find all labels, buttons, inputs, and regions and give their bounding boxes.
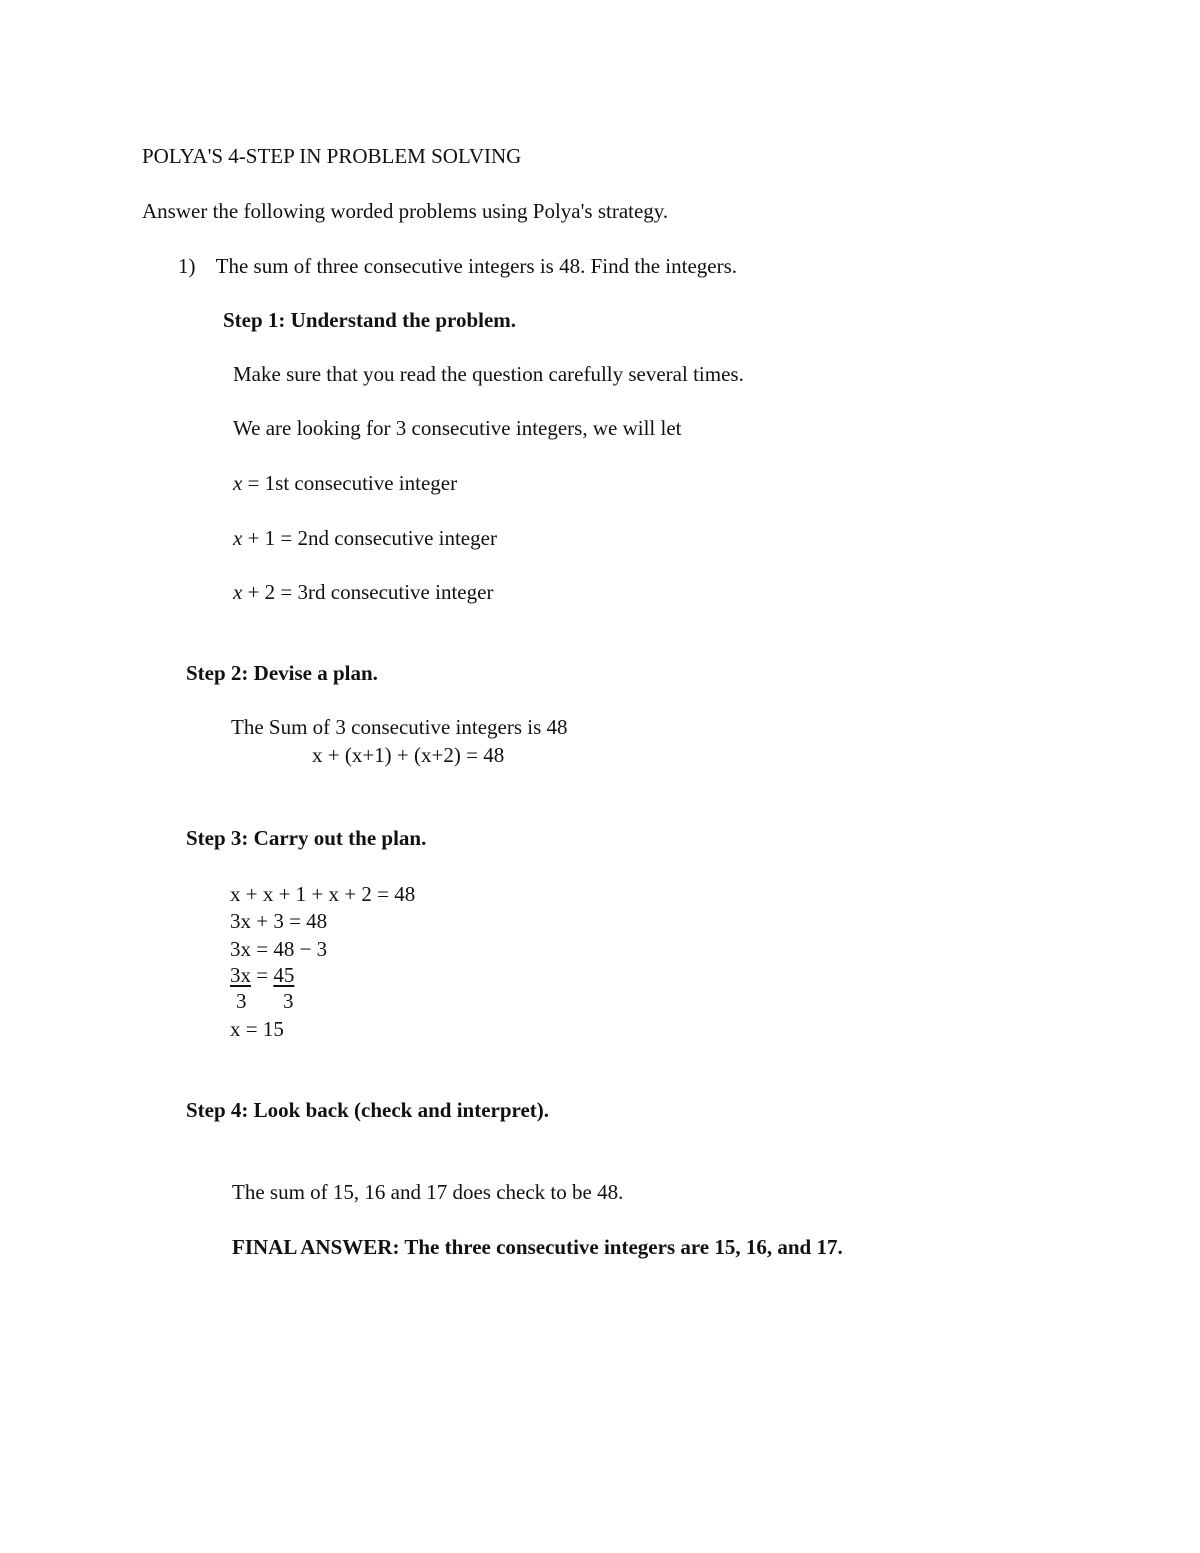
- fraction-left-numerator: 3x: [230, 963, 251, 987]
- fraction-equals: =: [251, 963, 274, 987]
- step3-equation-2: 3x + 3 = 48: [230, 909, 328, 933]
- step4-heading: Step 4: Look back (check and interpret).: [186, 1098, 550, 1122]
- final-answer: [232, 1237, 843, 1258]
- step3-fraction-left-denominator: 3: [236, 989, 247, 1013]
- step1-line-looking: We are looking for 3 consecutive integers, we will let: [233, 416, 682, 440]
- fraction-right-numerator: 45: [273, 963, 295, 987]
- final-answer-label: FINAL ANSWER:: [232, 1235, 400, 1259]
- problem-text: The sum of three consecutive integers is 48. Find the integers.: [215, 254, 737, 278]
- step1-line-read: Make sure that you read the question carefully several times.: [233, 362, 744, 386]
- instruction-text: Answer the following worded problems using Polya's strategy.: [142, 199, 669, 223]
- step2-equation: x + (x+1) + (x+2) = 48: [312, 743, 505, 767]
- step1-def-second: [233, 528, 497, 549]
- step4-check-line: The sum of 15, 16 and 17 does check to be 48.: [232, 1180, 624, 1204]
- def-text: = 1st consecutive integer: [242, 471, 458, 495]
- def-text: + 1 = 2nd consecutive integer: [242, 526, 497, 550]
- step3-result: x = 15: [230, 1017, 284, 1041]
- step3-equation-1: x + x + 1 + x + 2 = 48: [230, 882, 416, 906]
- step3-fraction-numerators: [230, 965, 294, 986]
- step3-equation-3: 3x = 48 − 3: [230, 937, 328, 961]
- document-title: POLYA'S 4-STEP IN PROBLEM SOLVING: [142, 144, 522, 168]
- variable-x: x: [233, 580, 243, 604]
- variable-x: x: [233, 526, 243, 550]
- step2-heading: Step 2: Devise a plan.: [186, 661, 378, 685]
- step3-fraction-right-denominator: 3: [283, 989, 294, 1013]
- def-text: + 2 = 3rd consecutive integer: [242, 580, 494, 604]
- final-answer-text: The three consecutive integers are 15, 16, and 17.: [399, 1235, 843, 1259]
- variable-x: x: [233, 471, 243, 495]
- step1-def-first: [233, 473, 457, 494]
- problem-number: 1): [178, 254, 196, 278]
- step1-heading: Step 1: Understand the problem.: [223, 308, 517, 332]
- step2-line-sum: The Sum of 3 consecutive integers is 48: [231, 715, 568, 739]
- problem-statement: [178, 256, 737, 277]
- step3-heading: Step 3: Carry out the plan.: [186, 826, 427, 850]
- step1-def-third: [233, 582, 493, 603]
